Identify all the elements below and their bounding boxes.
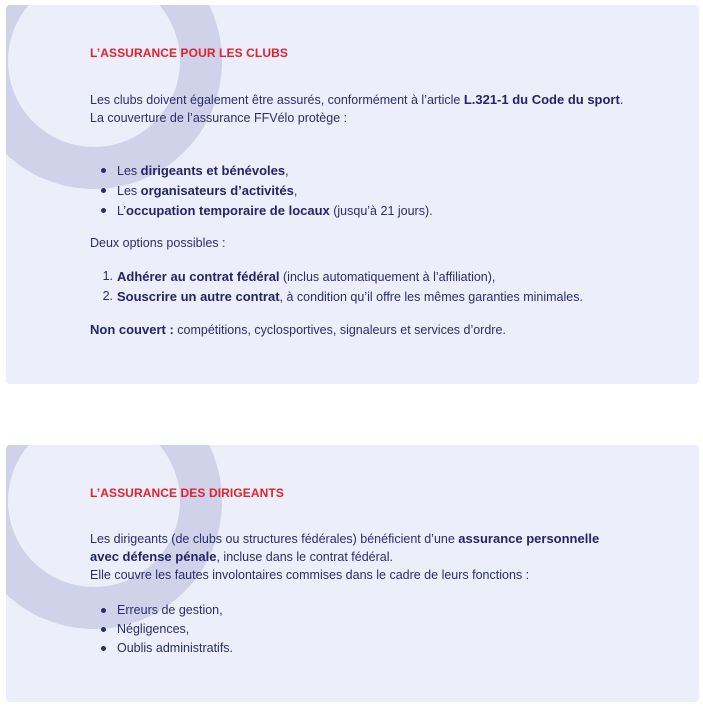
- section-title: L’ASSURANCE POUR LES CLUBS: [90, 46, 288, 60]
- options-list: [90, 267, 629, 307]
- list-item: 1. Adhérer au contrat fédéral (inclus automatiquement à l’affiliation),: [102, 269, 496, 284]
- list-item: L’occupation temporaire de locaux (jusqu’à 21 jours).: [90, 201, 629, 221]
- list-item: Oublis administratifs.: [90, 639, 629, 658]
- directors-insurance-card: [6, 445, 699, 702]
- options-label: Deux options possibles :: [90, 236, 226, 250]
- coverage-intro: La couverture de l’assurance FFVélo protège :: [90, 111, 348, 125]
- list-item: Les dirigeants et bénévoles,: [90, 161, 629, 181]
- intro-paragraph: Les clubs doivent également être assurés, conformément à l’article L.321-1 du Code du sport. La couverture de l’assurance FFVélo protège :: [90, 92, 624, 125]
- law-reference: L.321-1 du Code du sport: [463, 92, 620, 107]
- coverage-list: [90, 161, 629, 221]
- section-title: L’ASSURANCE DES DIRIGEANTS: [90, 486, 284, 500]
- not-covered-note: Non couvert : compétitions, cyclosportives, signaleurs et services d’ordre.: [90, 322, 506, 337]
- faults-list: [90, 601, 629, 658]
- list-item: Les organisateurs d’activités,: [90, 181, 629, 201]
- intro-paragraph: Les dirigeants (de clubs ou structures fédérales) bénéficient d’une assurance personnelle avec défense pénale, incluse dans le contrat fédéral. Elle couvre les fautes involontaires commises dans le cadre de leurs fonctions :: [90, 531, 600, 582]
- list-item: Erreurs de gestion,: [90, 601, 629, 620]
- list-item: Négligences,: [90, 620, 629, 639]
- clubs-insurance-card: [6, 5, 699, 384]
- list-item: 2. Souscrire un autre contrat, à condition qu’il offre les mêmes garanties minimales.: [102, 289, 583, 304]
